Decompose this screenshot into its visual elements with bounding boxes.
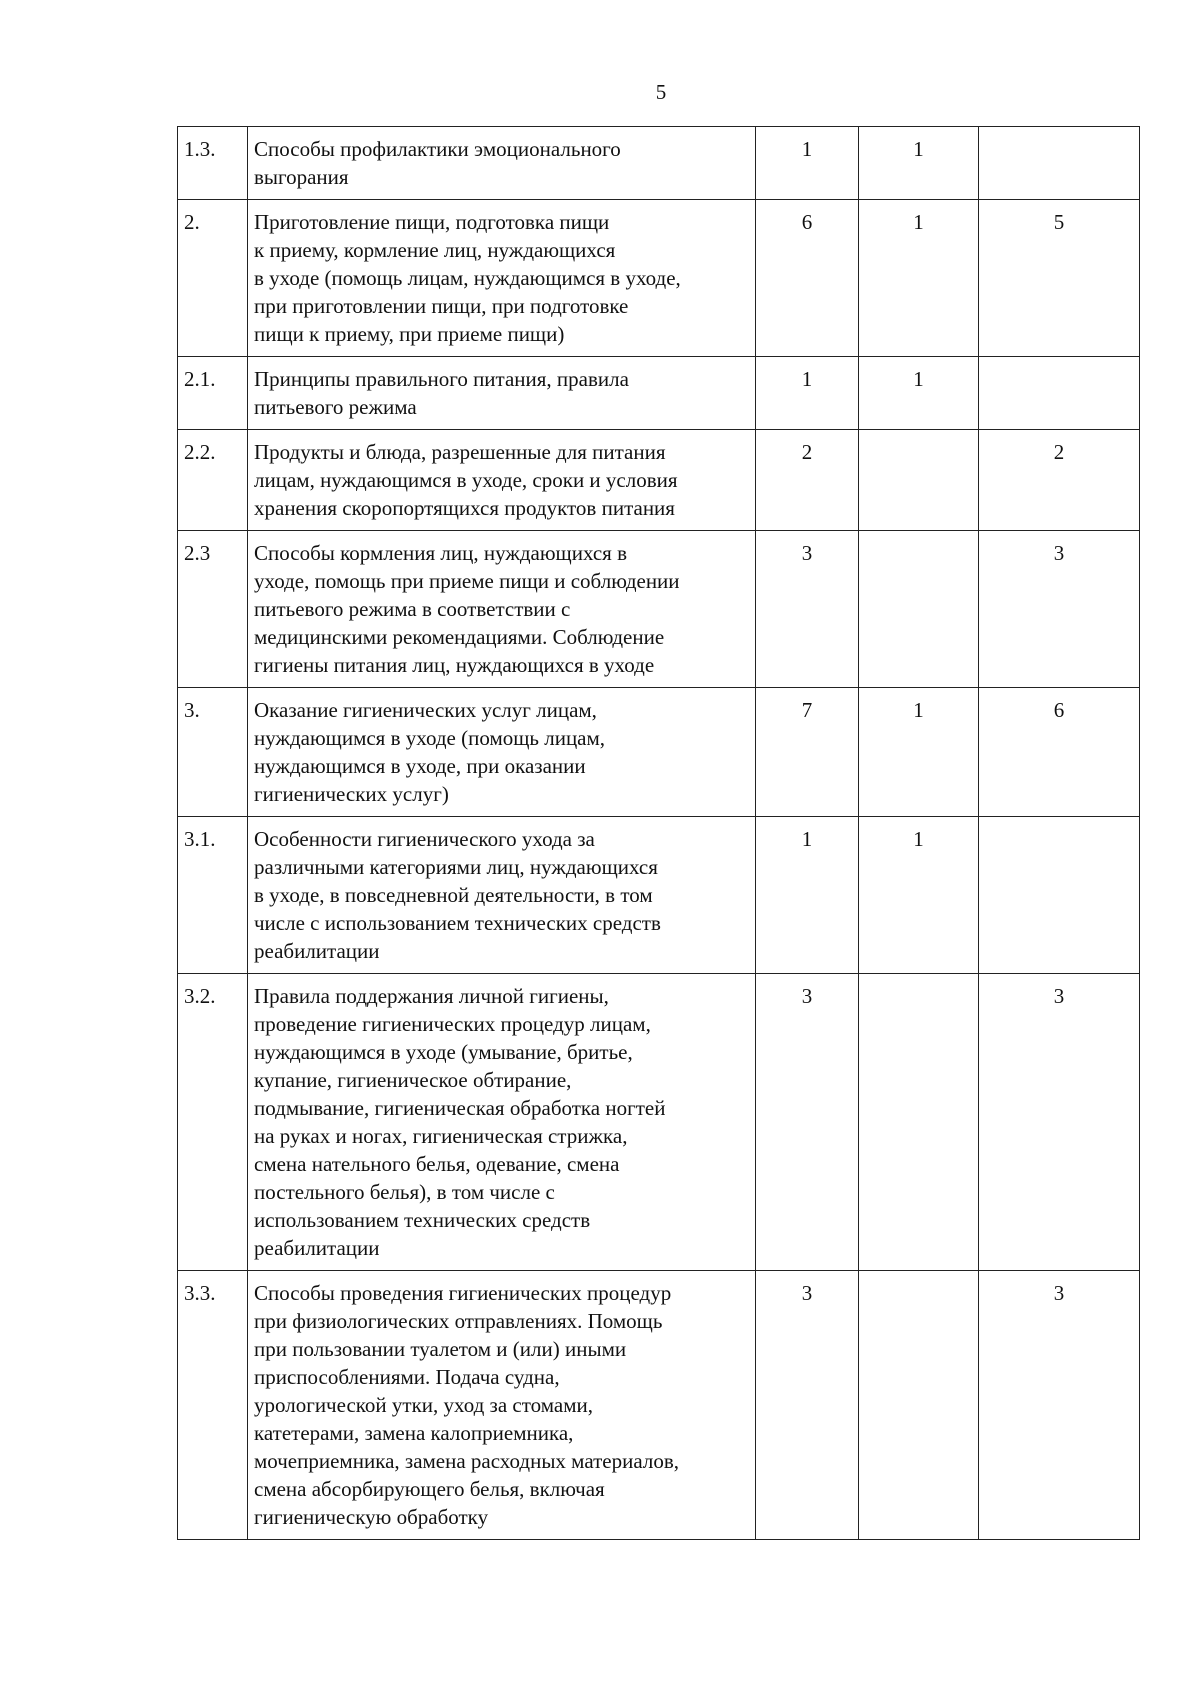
topic-line: на руках и ногах, гигиеническая стрижка,: [254, 1124, 628, 1148]
theory-hours-cell: [859, 430, 979, 531]
practice-hours-cell: 5: [979, 200, 1140, 357]
topic-cell: [248, 531, 756, 688]
topic-line: Особенности гигиенического ухода за: [254, 827, 595, 851]
table-body: [178, 127, 1140, 1540]
page-number: 5: [655, 80, 667, 104]
topic-line: к приему, кормление лиц, нуждающихся: [254, 238, 616, 262]
theory-hours-cell: 1: [859, 357, 979, 430]
topic-line: Правила поддержания личной гигиены,: [254, 984, 609, 1008]
topic-cell: [248, 127, 756, 200]
total-hours-cell: 1: [756, 127, 859, 200]
topic-line: постельного белья), в том числе с: [254, 1180, 555, 1204]
topic-line: реабилитации: [254, 939, 380, 963]
total-hours-cell: 1: [756, 817, 859, 974]
table-row: [178, 1271, 1140, 1540]
topic-line: проведение гигиенических процедур лицам,: [254, 1012, 651, 1036]
topic-line: смена абсорбирующего белья, включая: [254, 1477, 605, 1501]
topic-line: при приготовлении пищи, при подготовке: [254, 294, 629, 318]
topic-line: Способы проведения гигиенических процедур: [254, 1281, 672, 1305]
topic-cell: [248, 430, 756, 531]
practice-hours-cell: 2: [979, 430, 1140, 531]
topic-line: в уходе, в повседневной деятельности, в том: [254, 883, 653, 907]
theory-hours-cell: [859, 1271, 979, 1540]
table-row: [178, 531, 1140, 688]
topic-line: мочеприемника, замена расходных материалов,: [254, 1449, 679, 1473]
row-number: 3.: [178, 688, 248, 817]
topic-line: при физиологических отправлениях. Помощь: [254, 1309, 663, 1333]
topic-line: гигиенических услуг): [254, 782, 449, 806]
theory-hours-cell: [859, 974, 979, 1271]
topic-line: числе с использованием технических средств: [254, 911, 661, 935]
topic-cell: [248, 974, 756, 1271]
topic-line: гигиеническую обработку: [254, 1505, 489, 1529]
practice-hours-cell: [979, 817, 1140, 974]
topic-line: питьевого режима: [254, 395, 417, 419]
topic-line: нуждающимся в уходе (умывание, бритье,: [254, 1040, 633, 1064]
topic-line: приспособлениями. Подача судна,: [254, 1365, 560, 1389]
total-hours-cell: 2: [756, 430, 859, 531]
table-row: [178, 200, 1140, 357]
topic-line: уходе, помощь при приеме пищи и соблюдении: [254, 569, 680, 593]
topic-line: подмывание, гигиеническая обработка ногтей: [254, 1096, 666, 1120]
practice-hours-cell: 3: [979, 974, 1140, 1271]
topic-line: Приготовление пищи, подготовка пищи: [254, 210, 610, 234]
theory-hours-cell: 1: [859, 127, 979, 200]
topic-line: различными категориями лиц, нуждающихся: [254, 855, 658, 879]
topic-cell: [248, 200, 756, 357]
topic-cell: [248, 357, 756, 430]
topic-line: смена нательного белья, одевание, смена: [254, 1152, 620, 1176]
topic-line: Продукты и блюда, разрешенные для питания: [254, 440, 666, 464]
table-row: [178, 817, 1140, 974]
total-hours-cell: 3: [756, 1271, 859, 1540]
table-row: [178, 127, 1140, 200]
topic-line: катетерами, замена калоприемника,: [254, 1421, 574, 1445]
topic-line: Оказание гигиенических услуг лицам,: [254, 698, 597, 722]
topic-cell: [248, 688, 756, 817]
topic-line: Принципы правильного питания, правила: [254, 367, 629, 391]
row-number: 2.: [178, 200, 248, 357]
table-row: [178, 688, 1140, 817]
topic-line: Способы профилактики эмоционального: [254, 137, 621, 161]
topic-line: в уходе (помощь лицам, нуждающимся в уходе,: [254, 266, 681, 290]
table-row: [178, 974, 1140, 1271]
total-hours-cell: 6: [756, 200, 859, 357]
topic-line: нуждающимся в уходе, при оказании: [254, 754, 586, 778]
topic-cell: [248, 817, 756, 974]
topic-line: гигиены питания лиц, нуждающихся в уходе: [254, 653, 655, 677]
curriculum-table: [177, 126, 1140, 1540]
topic-line: Способы кормления лиц, нуждающихся в: [254, 541, 627, 565]
total-hours-cell: 1: [756, 357, 859, 430]
topic-line: хранения скоропортящихся продуктов питания: [254, 496, 675, 520]
row-number: 1.3.: [178, 127, 248, 200]
row-number: 2.1.: [178, 357, 248, 430]
theory-hours-cell: 1: [859, 200, 979, 357]
practice-hours-cell: [979, 127, 1140, 200]
practice-hours-cell: 3: [979, 1271, 1140, 1540]
table-row: [178, 430, 1140, 531]
topic-line: реабилитации: [254, 1236, 380, 1260]
topic-line: медицинскими рекомендациями. Соблюдение: [254, 625, 665, 649]
practice-hours-cell: 3: [979, 531, 1140, 688]
topic-line: питьевого режима в соответствии с: [254, 597, 571, 621]
topic-line: нуждающимся в уходе (помощь лицам,: [254, 726, 606, 750]
row-number: 3.3.: [178, 1271, 248, 1540]
theory-hours-cell: [859, 531, 979, 688]
practice-hours-cell: 6: [979, 688, 1140, 817]
topic-cell: [248, 1271, 756, 1540]
topic-line: использованием технических средств: [254, 1208, 591, 1232]
topic-line: урологической утки, уход за стомами,: [254, 1393, 593, 1417]
total-hours-cell: 7: [756, 688, 859, 817]
topic-line: лицам, нуждающимся в уходе, сроки и условия: [254, 468, 678, 492]
topic-line: пищи к приему, при приеме пищи): [254, 322, 565, 346]
row-number: 3.2.: [178, 974, 248, 1271]
practice-hours-cell: [979, 357, 1140, 430]
theory-hours-cell: 1: [859, 688, 979, 817]
row-number: 2.2.: [178, 430, 248, 531]
table-row: [178, 357, 1140, 430]
total-hours-cell: 3: [756, 531, 859, 688]
row-number: 2.3: [178, 531, 248, 688]
topic-line: выгорания: [254, 165, 349, 189]
topic-line: купание, гигиеническое обтирание,: [254, 1068, 572, 1092]
theory-hours-cell: 1: [859, 817, 979, 974]
total-hours-cell: 3: [756, 974, 859, 1271]
row-number: 3.1.: [178, 817, 248, 974]
topic-line: при пользовании туалетом и (или) иными: [254, 1337, 627, 1361]
